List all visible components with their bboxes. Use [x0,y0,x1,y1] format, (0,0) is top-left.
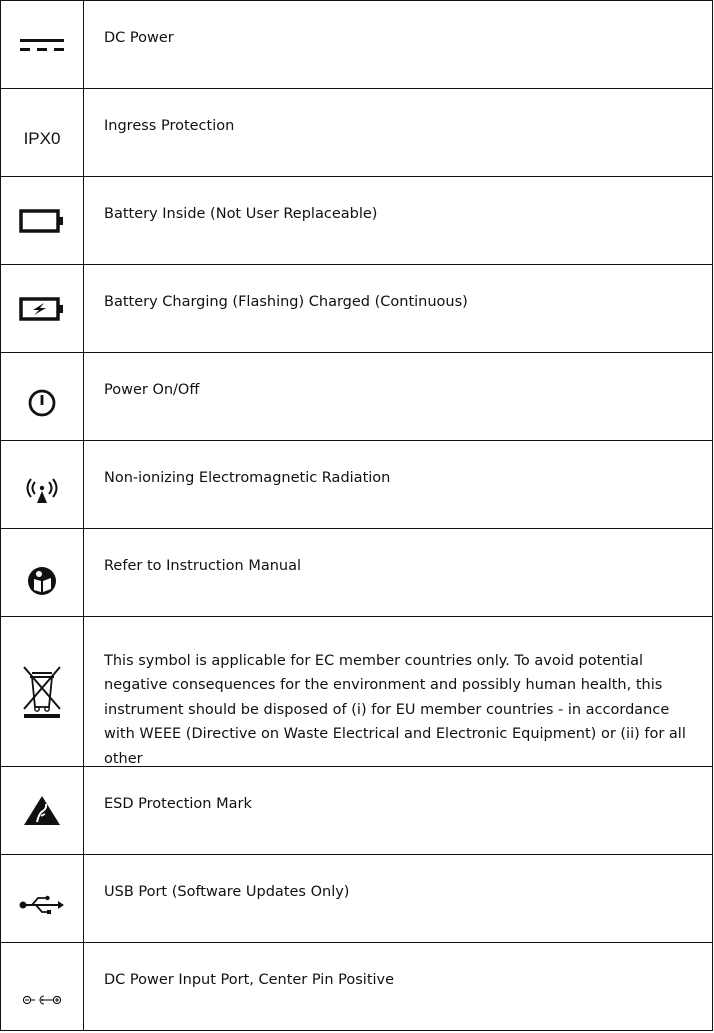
symbol-cell [1,943,84,1031]
table-row [1,177,713,265]
symbol-cell [1,89,84,177]
table-row [1,353,713,441]
symbol-cell [1,1,84,89]
symbol-description: DC Power [104,30,174,47]
symbol-description: Ingress Protection [104,118,235,135]
battery-charging-icon [18,296,66,322]
manual-icon [26,565,58,597]
symbol-cell [1,855,84,943]
description-cell [84,767,713,855]
table-row [1,855,713,943]
description-cell [84,441,713,529]
description-cell [84,265,713,353]
symbol-description: Power On/Off [104,382,200,399]
table-row [1,529,713,617]
weee-bin-icon [20,663,64,721]
dc-polarity-icon [22,993,62,1007]
symbol-description: Battery Charging (Flashing) Charged (Continuous) [104,294,468,311]
usb-icon [18,893,66,917]
description-cell [84,1,713,89]
symbol-cell [1,767,84,855]
table-row [1,89,713,177]
ipx0-marking: IPX0 [23,128,61,148]
description-cell [84,89,713,177]
symbol-cell [1,353,84,441]
dc-power-icon [18,33,66,57]
table-row [1,1,713,89]
table-row [1,617,713,767]
esd-icon [21,793,63,829]
table-row [1,767,713,855]
symbol-description: DC Power Input Port, Center Pin Positive [104,972,395,989]
symbol-cell [1,617,84,767]
table-row [1,943,713,1031]
description-cell [84,177,713,265]
symbol-description: Refer to Instruction Manual [104,558,302,575]
description-cell [84,617,713,767]
table-row [1,265,713,353]
symbol-cell [1,441,84,529]
radiation-icon [22,475,62,507]
description-cell [84,943,713,1031]
table-row [1,441,713,529]
symbol-description: Non-ionizing Electromagnetic Radiation [104,470,391,487]
description-cell [84,855,713,943]
symbol-description: USB Port (Software Updates Only) [104,884,350,901]
power-icon [26,387,58,419]
description-cell [84,529,713,617]
weee-disposal-notice: This symbol is applicable for EC member countries only. To avoid potential negative consequences for the environment and possibly human health, this instrument should be disposed of (i) for EU member countries - in accordance with WEEE (Directive on Waste Electrical and Electronic Equipment) or (ii) for all other [104,652,686,767]
symbol-cell [1,177,84,265]
battery-icon [18,208,66,234]
symbol-description: Battery Inside (Not User Replaceable) [104,206,378,223]
description-cell [84,353,713,441]
symbol-description: ESD Protection Mark [104,796,252,813]
symbol-cell [1,265,84,353]
symbol-cell [1,529,84,617]
